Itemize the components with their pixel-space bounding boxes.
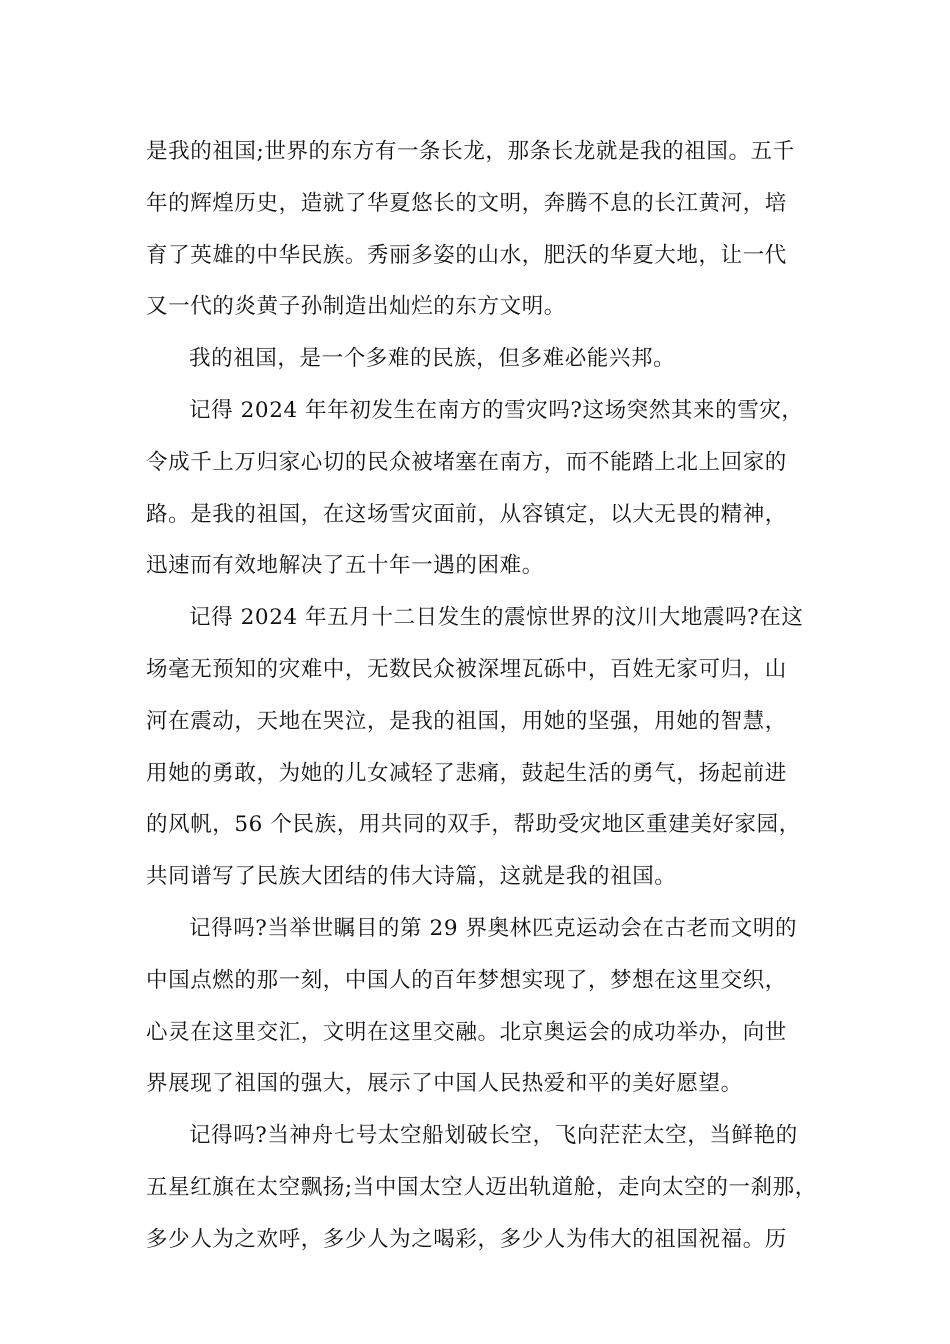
paragraph-1: [146, 126, 826, 333]
text-line: 迅速而有效地解决了五十年一遇的困难。: [146, 553, 544, 579]
text-line: 中国点燃的那一刻，中国人的百年梦想实现了，梦想在这里交织，: [146, 967, 787, 993]
text-line: 的风帆，56 个民族，用共同的双手，帮助受灾地区重建美好家园，: [146, 812, 801, 838]
text-line: 用她的勇敢，为她的儿女减轻了悲痛，鼓起生活的勇气，扬起前进: [146, 760, 787, 786]
text-line: 界展现了祖国的强大，展示了中国人民热爱和平的美好愿望。: [146, 1071, 743, 1097]
text-line: 五星红旗在太空飘扬;当中国太空人迈出轨道舱，走向太空的一刹那，: [146, 1174, 817, 1200]
paragraph-3: [146, 385, 826, 592]
text-line: 场毫无预知的灾难中，无数民众被深埋瓦砾中，百姓无家可归，山: [146, 656, 787, 682]
text-line: 我的祖国，是一个多难的民族，但多难必能兴邦。: [189, 346, 676, 372]
paragraph-2: [146, 333, 826, 385]
text-line: 记得吗?当神舟七号太空船划破长空，飞向茫茫太空，当鲜艳的: [189, 1123, 798, 1149]
text-line: 记得吗?当举世瞩目的第 29 界奥林匹克运动会在古老而文明的: [189, 915, 798, 941]
text-line: 心灵在这里交汇，文明在这里交融。北京奥运会的成功举办，向世: [146, 1019, 787, 1045]
text-line: 育了英雄的中华民族。秀丽多姿的山水，肥沃的华夏大地，让一代: [146, 242, 787, 268]
text-line: 又一代的炎黄子孙制造出灿烂的东方文明。: [146, 294, 566, 320]
text-line: 路。是我的祖国，在这场雪灾面前，从容镇定，以大无畏的精神，: [146, 501, 787, 527]
document-body: [146, 126, 826, 1266]
paragraph-4: [146, 592, 826, 903]
text-line: 多少人为之欢呼，多少人为之喝彩，多少人为伟大的祖国祝福。历: [146, 1226, 787, 1252]
text-line: 记得 2024 年五月十二日发生的震惊世界的汶川大地震吗?在这: [189, 605, 804, 631]
text-line: 记得 2024 年年初发生在南方的雪灾吗?这场突然其来的雪灾，: [189, 397, 804, 423]
text-line: 年的辉煌历史，造就了华夏悠长的文明，奔腾不息的长江黄河，培: [146, 190, 787, 216]
text-line: 共同谱写了民族大团结的伟大诗篇，这就是我的祖国。: [146, 864, 677, 890]
paragraph-5: [146, 903, 826, 1110]
text-line: 令成千上万归家心切的民众被堵塞在南方，而不能踏上北上回家的: [146, 449, 787, 475]
text-line: 是我的祖国;世界的东方有一条长龙，那条长龙就是我的祖国。五千: [146, 139, 795, 164]
text-line: 河在震动，天地在哭泣，是我的祖国，用她的坚强，用她的智慧，: [146, 708, 787, 734]
paragraph-6: [146, 1110, 826, 1265]
